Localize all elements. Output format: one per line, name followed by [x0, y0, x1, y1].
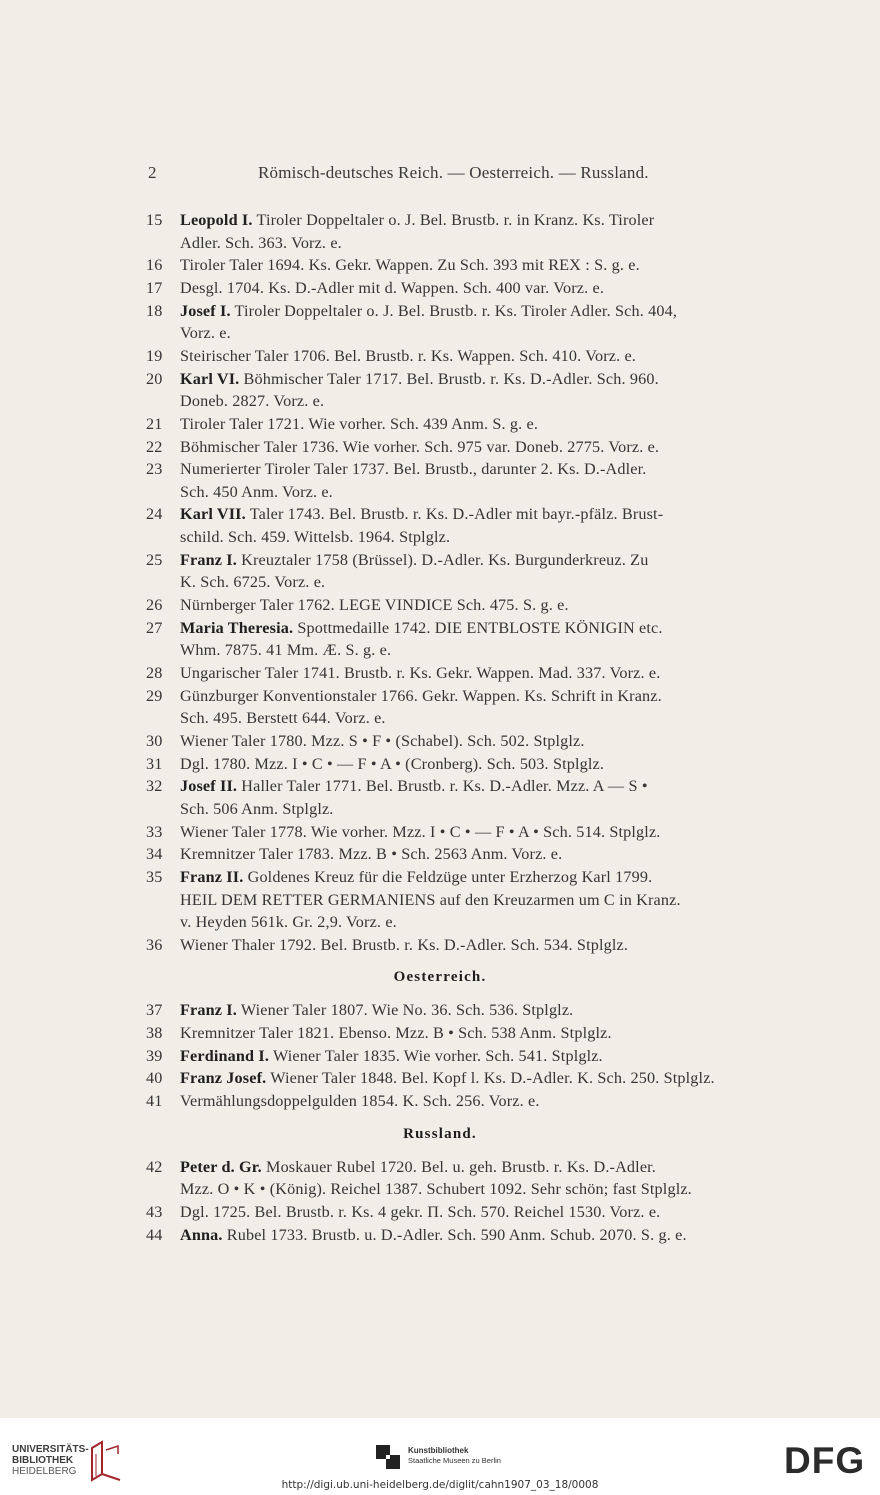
entry-ruler: Karl VII. [180, 505, 246, 524]
entry-ruler: Anna. [180, 1225, 223, 1244]
catalog-entry [146, 1047, 603, 1066]
entry-number: 21 [146, 414, 163, 433]
running-head: Römisch-deutsches Reich. — Oesterreich. — Russland. [258, 163, 649, 182]
entry-description: Wiener Taler 1848. Bel. Kopf l. Ks. D.-Adler. K. Sch. 250. Stplglz. [266, 1069, 715, 1088]
entry-number: 19 [146, 346, 163, 365]
kunstbibliothek-text [408, 1446, 501, 1466]
dfg-logo-text: DFG [784, 1441, 866, 1477]
ub-heidelberg-logo-icon[interactable] [88, 1440, 124, 1484]
catalog-entry [146, 664, 660, 683]
entry-number: 41 [146, 1092, 163, 1111]
catalog-entry [146, 619, 663, 638]
ub-heidelberg-text[interactable] [12, 1444, 92, 1477]
entry-number: 22 [146, 437, 163, 456]
catalog-entry [146, 732, 585, 751]
entry-description: Dgl. 1725. Bel. Brustb. r. Ks. 4 gekr. П. Sch. 570. Reichel 1530. Vorz. e. [180, 1203, 661, 1221]
entry-number: 18 [146, 301, 163, 320]
entry-description: Kreuztaler 1758 (Brüssel). D.-Adler. Ks. Burgunderkreuz. Zu [236, 550, 649, 569]
catalog-entry [146, 302, 677, 321]
entry-description: Dgl. 1780. Mzz. I • C • — F • A • (Cronberg). Sch. 503. Stplglz. [180, 754, 605, 773]
entry-number: 16 [146, 256, 163, 275]
entry-description: Vermählungsdoppelgulden 1854. K. Sch. 256. Vorz. e. [180, 1092, 540, 1111]
entry-number: 29 [146, 686, 163, 705]
entry-description: Kremnitzer Taler 1821. Ebenso. Mzz. B • Sch. 538 Anm. Stplglz. [180, 1024, 612, 1043]
catalog-entry [146, 596, 569, 615]
catalog-entry [146, 505, 663, 524]
entry-description: Günzburger Konventionstaler 1766. Gekr. Wappen. Ks. Schrift in Kranz. [180, 686, 662, 705]
entry-description: Goldenes Kreuz für die Feldzüge unter Erzherzog Karl 1799. [243, 867, 653, 886]
entry-description: Kremnitzer Taler 1783. Mzz. B • Sch. 2563 Anm. Vorz. e. [180, 845, 563, 864]
entry-ruler: Josef I. [180, 301, 231, 320]
catalog-entry [146, 868, 652, 887]
entry-continuation: Doneb. 2827. Vorz. e. [180, 392, 325, 411]
section-heading-russland: Russland. [403, 1125, 477, 1142]
entry-description: Moskauer Rubel 1720. Bel. u. geh. Brustb. r. Ks. D.-Adler. [261, 1157, 656, 1176]
entry-description: Tiroler Taler 1694. Ks. Gekr. Wappen. Zu Sch. 393 mit REX : S. g. e. [180, 256, 640, 275]
entry-number: 17 [146, 278, 163, 297]
entry-number: 33 [146, 822, 163, 841]
entry-number: 36 [146, 935, 163, 954]
entry-description: Taler 1743. Bel. Brustb. r. Ks. D.-Adler mit bayr.-pfälz. Brust- [245, 505, 664, 524]
catalog-entry [146, 460, 646, 479]
entry-number: 44 [146, 1225, 163, 1244]
entry-number: 30 [146, 731, 163, 750]
entry-number: 34 [146, 845, 163, 864]
catalog-entry [146, 1069, 715, 1088]
entry-ruler: Franz I. [180, 550, 237, 569]
entry-continuation: Mzz. O • K • (König). Reichel 1387. Schubert 1092. Sehr schön; fast Stplglz. [180, 1180, 692, 1199]
entry-ruler: Maria Theresia. [180, 618, 294, 637]
entry-continuation: Whm. 7875. 41 Mm. Æ. S. g. e. [180, 641, 392, 660]
catalog-entry [146, 1203, 660, 1222]
entry-ruler: Ferdinand I. [180, 1046, 270, 1065]
entry-description: Wiener Taler 1778. Wie vorher. Mzz. I • C • — F • A • Sch. 514. Stplglz. [180, 822, 661, 841]
entry-number: 43 [146, 1203, 163, 1221]
entry-continuation: schild. Sch. 459. Wittelsb. 1964. Stplglz. [180, 528, 451, 547]
entry-ruler: Peter d. Gr. [180, 1157, 262, 1176]
entry-ruler: Leopold I. [180, 211, 253, 229]
entry-description: Nürnberger Taler 1762. LEGE VINDICE Sch. 475. S. g. e. [180, 596, 569, 615]
entry-description: Ungarischer Taler 1741. Brustb. r. Ks. Gekr. Wappen. Mad. 337. Vorz. e. [180, 664, 661, 682]
catalog-entry [146, 845, 562, 864]
entry-description: Wiener Taler 1780. Mzz. S • F • (Schabel). Sch. 502. Stplglz. [180, 731, 585, 750]
entry-description: Haller Taler 1771. Bel. Brustb. r. Ks. D.-Adler. Mzz. A — S • [237, 777, 648, 796]
entry-ruler: Franz I. [180, 1001, 237, 1020]
entry-continuation: Sch. 506 Anm. Stplglz. [180, 799, 334, 818]
catalog-entry [146, 415, 538, 434]
entry-number: 38 [146, 1024, 163, 1043]
entry-number: 15 [146, 211, 163, 229]
catalog-entry [146, 1158, 656, 1177]
ub-line-2: BIBLIOTHEK [12, 1455, 74, 1466]
catalog-entry [146, 755, 604, 774]
kb-title: Kunstbibliothek [408, 1446, 469, 1455]
entry-description: Tiroler Taler 1721. Wie vorher. Sch. 439 Anm. S. g. e. [180, 414, 539, 433]
entry-number: 26 [146, 596, 163, 615]
catalog-entry [146, 777, 648, 796]
entry-description: Spottmedaille 1742. DIE ENTBLOSTE KÖNIGIN etc. [293, 618, 663, 637]
entry-number: 39 [146, 1046, 163, 1065]
entry-ruler: Franz Josef. [180, 1069, 267, 1088]
catalog-entry [146, 1024, 612, 1043]
entry-number: 28 [146, 664, 163, 682]
entry-number: 31 [146, 754, 163, 773]
catalog-entry [146, 823, 660, 842]
entry-continuation: Sch. 495. Berstett 644. Vorz. e. [180, 709, 386, 728]
kunstbibliothek-logo-icon[interactable] [374, 1443, 402, 1471]
entry-ruler: Josef II. [180, 777, 238, 796]
entry-description: Böhmischer Taler 1736. Wie vorher. Sch. 975 var. Doneb. 2775. Vorz. e. [180, 437, 660, 456]
catalog-entry [146, 1001, 573, 1020]
entry-number: 27 [146, 618, 163, 637]
entry-continuation: Adler. Sch. 363. Vorz. e. [180, 233, 342, 252]
catalog-entry [146, 1226, 687, 1245]
entry-description: Desgl. 1704. Ks. D.-Adler mit d. Wappen. Sch. 400 var. Vorz. e. [180, 278, 605, 297]
catalog-entry [146, 438, 659, 457]
ub-line-3: HEIDELBERG [12, 1466, 77, 1477]
catalog-entry [146, 551, 648, 570]
entry-ruler: Franz II. [180, 867, 244, 886]
entry-description: Wiener Taler 1835. Wie vorher. Sch. 541. Stplglz. [269, 1046, 603, 1065]
page-number: 2 [148, 163, 157, 182]
catalog-entry [146, 347, 636, 366]
entry-description: Tiroler Doppeltaler o. J. Bel. Brustb. r. Ks. Tiroler Adler. Sch. 404, [230, 301, 678, 320]
entry-number: 20 [146, 369, 163, 388]
entry-number: 24 [146, 505, 163, 524]
entry-continuation: K. Sch. 6725. Vorz. e. [180, 573, 326, 592]
kb-subtitle: Staatliche Museen zu Berlin [408, 1456, 501, 1465]
entry-continuation: Sch. 450 Anm. Vorz. e. [180, 482, 333, 501]
entry-ruler: Karl VI. [180, 369, 240, 388]
catalog-entry [146, 256, 640, 275]
catalog-entry [146, 1092, 540, 1111]
entry-description: Wiener Taler 1807. Wie No. 36. Sch. 536. Stplglz. [236, 1001, 574, 1020]
entry-number: 25 [146, 550, 163, 569]
entry-description: Steirischer Taler 1706. Bel. Brustb. r. Ks. Wappen. Sch. 410. Vorz. e. [180, 346, 637, 365]
entry-description: Böhmischer Taler 1717. Bel. Brustb. r. Ks. D.-Adler. Sch. 960. [239, 369, 659, 388]
entry-description: Numerierter Tiroler Taler 1737. Bel. Brustb., darunter 2. Ks. D.-Adler. [180, 460, 647, 479]
catalog-entry [146, 279, 604, 298]
permalink-url[interactable]: http://digi.ub.uni-heidelberg.de/diglit/cahn1907_03_18/0008 [281, 1479, 599, 1491]
catalog-entry [146, 687, 662, 706]
dfg-logo-icon[interactable] [784, 1441, 868, 1477]
entry-number: 23 [146, 460, 163, 479]
entry-number: 42 [146, 1157, 163, 1176]
entry-description: Tiroler Doppeltaler o. J. Bel. Brustb. r. in Kranz. Ks. Tiroler [252, 211, 655, 229]
entry-number: 35 [146, 867, 163, 886]
entry-number: 37 [146, 1001, 163, 1020]
section-heading-oesterreich: Oesterreich. [393, 969, 487, 986]
entry-continuation: HEIL DEM RETTER GERMANIENS auf den Kreuzarmen um C in Kranz. [180, 890, 681, 909]
catalog-entry [146, 936, 628, 955]
catalog-entry [146, 370, 659, 389]
entry-number: 40 [146, 1069, 163, 1088]
ub-line-1: UNIVERSITÄTS- [12, 1444, 89, 1455]
entry-description: Rubel 1733. Brustb. u. D.-Adler. Sch. 590 Anm. Schub. 2070. S. g. e. [222, 1225, 687, 1244]
entry-description: Wiener Thaler 1792. Bel. Brustb. r. Ks. D.-Adler. Sch. 534. Stplglz. [180, 935, 629, 954]
entry-continuation: Vorz. e. [180, 324, 231, 343]
entry-number: 32 [146, 777, 163, 796]
entry-continuation: v. Heyden 561k. Gr. 2,9. Vorz. e. [180, 913, 397, 932]
catalog-entry [146, 211, 654, 230]
